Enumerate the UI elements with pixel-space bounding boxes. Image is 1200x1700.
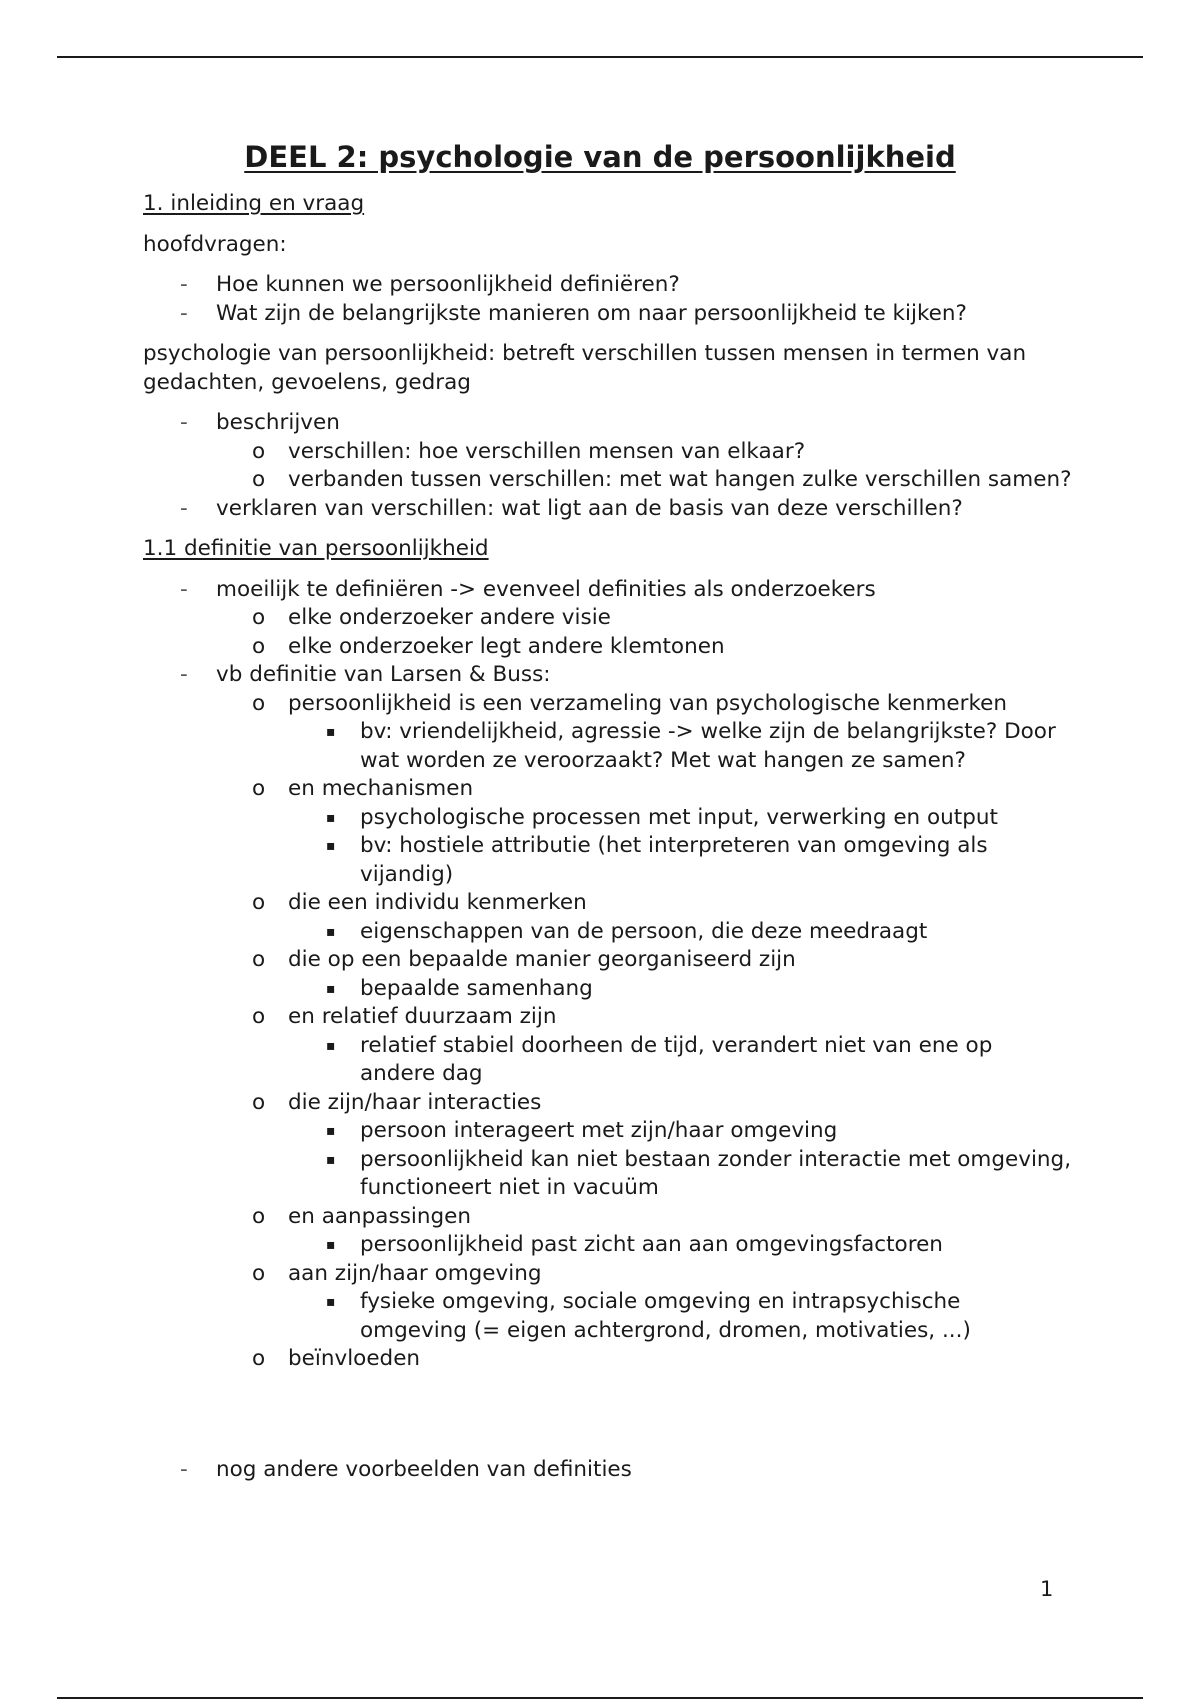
list-item: o en aanpassingen ▪ persoonlijkheid past zicht aan aan omgevingsfactoren	[288, 1203, 1073, 1260]
list-item: ▪ fysieke omgeving, sociale omgeving en intrapsychische omgeving (= eigen achtergrond, dromen, motivaties, ...)	[326, 1289, 971, 1343]
square-marker: ▪	[326, 923, 336, 940]
describe-list	[143, 409, 1073, 523]
list-item: ▪ bepaalde samenhang	[360, 975, 1073, 1004]
dash-marker: -	[180, 272, 188, 297]
list-item: o persoonlijkheid is een verzameling van psychologische kenmerken ▪ bv: vriendelijkheid, agressie -> welke zijn de belangrijkste? Door wat worden ze veroorzaakt? Met wat hangen ze samen?	[288, 690, 1073, 776]
list-item: o verschillen: hoe verschillen mensen van elkaar?	[288, 438, 1073, 467]
square-marker: ▪	[326, 1151, 336, 1168]
list-item: ▪ eigenschappen van de persoon, die deze meedraagt	[360, 918, 1073, 947]
list-item: ▪ relatief stabiel doorheen de tijd, verandert niet van ene op andere dag	[326, 1032, 993, 1086]
square-marker: ▪	[326, 809, 336, 826]
circle-marker: o	[252, 947, 266, 972]
list-item: o die zijn/haar interacties ▪ persoon interageert met zijn/haar omgeving ▪ persoonlijkheid kan niet bestaan zonder interactie met omgeving, functioneert niet in vacuüm	[288, 1089, 1073, 1203]
section-heading-1-1: 1.1 definitie van persoonlijkheid	[143, 536, 489, 561]
list-item: - Hoe kunnen we persoonlijkheid definiëren?	[216, 271, 1073, 300]
document-body	[143, 190, 1073, 1484]
larsen-buss-list	[216, 690, 1073, 1374]
list-item: ▪ bv: hostiele attributie (het interpreteren van omgeving als vijandig)	[326, 833, 988, 887]
footer-rule	[57, 1697, 1143, 1699]
list-item: o verbanden tussen verschillen: met wat hangen zulke verschillen samen?	[288, 466, 1073, 495]
circle-marker: o	[252, 776, 266, 801]
square-marker: ▪	[326, 1294, 336, 1310]
dash-marker: -	[180, 662, 188, 687]
square-marker: ▪	[326, 1037, 336, 1054]
circle-marker: o	[252, 1346, 266, 1371]
list-item: ▪ persoonlijkheid past zicht aan aan omgevingsfactoren	[360, 1231, 1073, 1260]
list-item: - nog andere voorbeelden van definities	[216, 1456, 1073, 1485]
circle-marker: o	[252, 1203, 266, 1229]
list-item: - Wat zijn de belangrijkste manieren om naar persoonlijkheid te kijken?	[216, 300, 1073, 329]
list-item: - verklaren van verschillen: wat ligt aan de basis van deze verschillen?	[216, 495, 1073, 524]
square-marker: ▪	[326, 724, 336, 740]
circle-marker: o	[252, 1260, 266, 1286]
square-marker: ▪	[326, 1123, 336, 1139]
list-item: - vb definitie van Larsen & Buss: o persoonlijkheid is een verzameling van psychologische kenmerken ▪ bv: vriendelijkheid, agressie -> welke zijn de belangrijkste? Door wat worden ze veroorzaakt? Met wat hangen ze samen? o en mechanismen ▪ psychologische processen met input, verwerking en output ▪ bv: hostiele attributie (het interpreteren van omgeving als vijandig) o die een individu kenmerken ▪ eigenschappen van de persoon, die deze meedraagt o die op een bepaalde manier georganiseerd zijn ▪ bepaalde samenhang o en relatief duurzaam zijn ▪ relatief stabiel doorheen de tijd, verandert niet van ene op andere dag o die zijn/haar interacties ▪ persoon interageert met zijn/haar omgeving ▪ persoonlijkheid kan niet bestaan zonder interactie met omgeving, functioneert niet in vacuüm o en aanpassingen ▪ persoonlijkheid past zicht aan aan omgevingsfactoren o aan zijn/haar omgeving ▪ fysieke omgeving, sociale omgeving en intrapsychische omgeving (= eigen achtergrond, dromen, motivaties, ...) o beïnvloeden	[216, 661, 1073, 1374]
circle-marker: o	[252, 633, 266, 659]
circle-marker: o	[252, 1089, 266, 1115]
list-item: ▪ psychologische processen met input, verwerking en output	[360, 804, 1073, 833]
dash-marker: -	[180, 576, 188, 602]
circle-marker: o	[252, 690, 266, 716]
list-item: ▪ persoon interageert met zijn/haar omgeving	[360, 1117, 1073, 1146]
square-marker: ▪	[326, 1237, 336, 1253]
list-item: ▪ persoonlijkheid kan niet bestaan zonder interactie met omgeving, functioneert niet in vacuüm	[326, 1146, 1072, 1200]
list-item: - beschrijven o verschillen: hoe verschillen mensen van elkaar? o verbanden tussen verschillen: met wat hangen zulke verschillen samen?	[216, 409, 1073, 495]
circle-marker: o	[252, 1004, 266, 1029]
list-item: o die een individu kenmerken ▪ eigenschappen van de persoon, die deze meedraagt	[288, 889, 1073, 946]
circle-marker: o	[252, 890, 266, 915]
list-item: o en mechanismen ▪ psychologische processen met input, verwerking en output ▪ bv: hostiele attributie (het interpreteren van omgeving als vijandig)	[288, 775, 1073, 889]
header-rule	[57, 56, 1143, 58]
dash-marker: -	[180, 410, 188, 435]
circle-marker: o	[252, 438, 266, 464]
list-item: ▪ bv: vriendelijkheid, agressie -> welke zijn de belangrijkste? Door wat worden ze veroorzaakt? Met wat hangen ze samen?	[326, 719, 1056, 773]
other-list	[143, 1456, 1073, 1485]
list-item: o elke onderzoeker legt andere klemtonen	[288, 633, 1073, 662]
dash-marker: -	[180, 300, 188, 326]
list-item: o beïnvloeden	[288, 1345, 1073, 1374]
circle-marker: o	[252, 467, 266, 492]
list-item: o elke onderzoeker andere visie	[288, 604, 1073, 633]
dash-marker: -	[180, 1456, 188, 1482]
square-marker: ▪	[326, 980, 336, 997]
definition-text: psychologie van persoonlijkheid: betreft verschillen tussen mensen in termen van gedachten, gevoelens, gedrag	[143, 341, 1027, 395]
page-number: 1	[1040, 1577, 1054, 1601]
definition-list	[143, 576, 1073, 1374]
list-item: o die op een bepaalde manier georganiseerd zijn ▪ bepaalde samenhang	[288, 946, 1073, 1003]
question-list	[143, 271, 1073, 328]
square-marker: ▪	[326, 838, 336, 854]
list-item: - moeilijk te definiëren -> evenveel definities als onderzoekers o elke onderzoeker andere visie o elke onderzoeker legt andere klemtonen	[216, 576, 1073, 662]
section-heading-1: 1. inleiding en vraag	[143, 191, 365, 216]
list-item: o en relatief duurzaam zijn ▪ relatief stabiel doorheen de tijd, verandert niet van ene op andere dag	[288, 1003, 1073, 1089]
dash-marker: -	[180, 495, 188, 521]
circle-marker: o	[252, 605, 266, 630]
intro-text: hoofdvragen:	[143, 231, 287, 257]
page-title: DEEL 2: psychologie van de persoonlijkheid	[244, 140, 956, 174]
list-item: o aan zijn/haar omgeving ▪ fysieke omgeving, sociale omgeving en intrapsychische omgeving (= eigen achtergrond, dromen, motivaties, ...)	[288, 1260, 1073, 1346]
